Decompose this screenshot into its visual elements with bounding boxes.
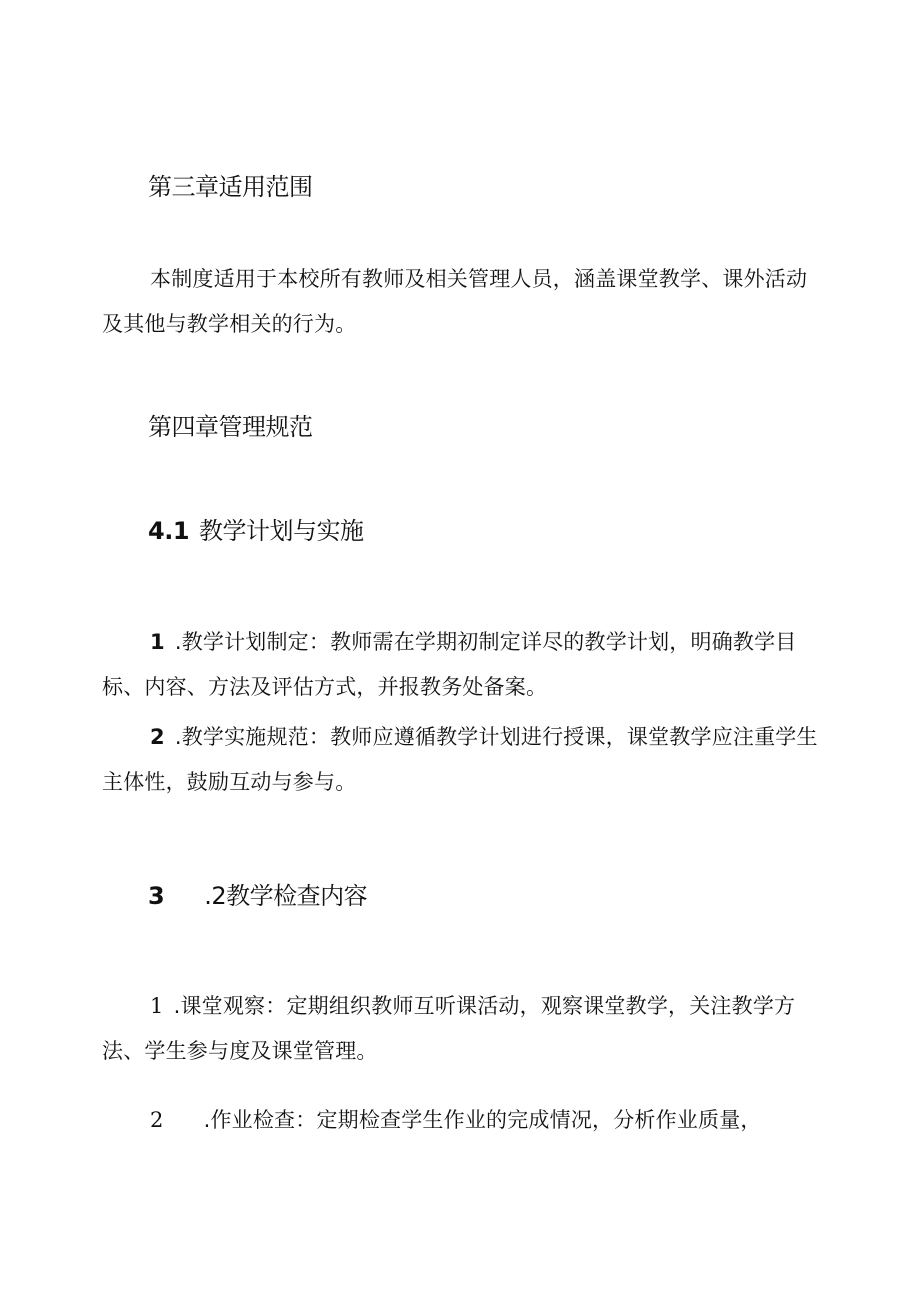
section-3-2-title: .2教学检查内容 <box>204 882 368 910</box>
list-item-term: .教学实施规范： <box>174 725 331 749</box>
list-item-number: 1 <box>150 630 165 654</box>
list-item-term: .课堂观察： <box>173 994 287 1018</box>
list-item-classroom-observation <box>102 984 822 1074</box>
list-item-number: 1 <box>150 994 164 1018</box>
list-item-text: 教师应遵循教学计划进行授课，课堂教学应注重学生主体性，鼓励互动与参与。 <box>102 725 818 794</box>
list-item-text: 定期组织教师互听课活动，观察课堂教学，关注教学方法、学生参与度及课堂管理。 <box>102 994 796 1063</box>
chapter3-body: 本制度适用于本校所有教师及相关管理人员，涵盖课堂教学、课外活动及其他与教学相关的行为。 <box>102 267 808 336</box>
section-3-2-heading <box>148 881 367 911</box>
list-item-text: 定期检查学生作业的完成情况，分析作业质量， <box>316 1108 762 1132</box>
list-item-number: 2 <box>150 1108 164 1132</box>
section-4-1-heading <box>148 516 364 546</box>
section-4-1-number: 4.1 <box>148 517 190 545</box>
list-item-homework-check <box>102 1098 822 1143</box>
chapter4-title: 第四章管理规范 <box>148 413 313 441</box>
list-item-teaching-plan <box>102 620 822 710</box>
list-item-number: 2 <box>150 725 165 749</box>
list-item-teaching-practice <box>102 715 822 805</box>
chapter3-title: 第三章适用范围 <box>148 173 313 201</box>
list-item-text: 教师需在学期初制定详尽的教学计划，明确教学目标、内容、方法及评估方式，并报教务处备案。 <box>102 630 797 699</box>
list-item-term: .作业检查： <box>203 1108 317 1132</box>
list-item-term: .教学计划制定： <box>174 630 331 654</box>
section-4-1-title: 教学计划与实施 <box>199 517 364 545</box>
section-3-2-number: 3 <box>148 882 165 910</box>
